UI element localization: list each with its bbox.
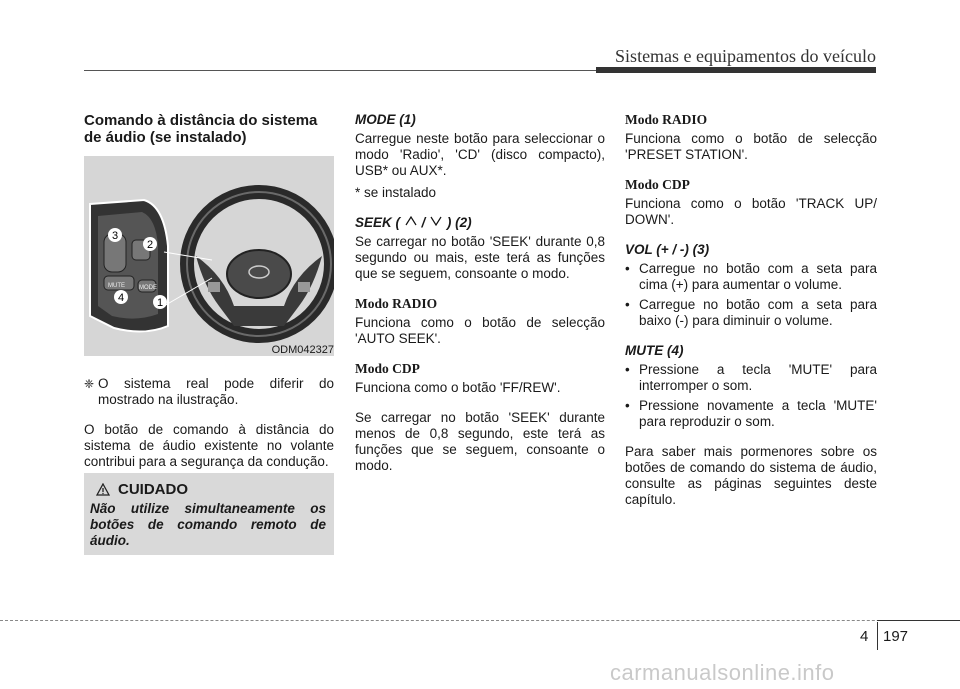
- closing-text: Para saber mais pormenores sobre os botões de comando do sistema de áudio, consulte as páginas seguintes deste capítulo.: [625, 444, 877, 507]
- radio-mode-heading: Modo RADIO: [355, 296, 438, 311]
- callout-4: 4: [117, 292, 125, 304]
- caution-title: CUIDADO: [118, 481, 188, 498]
- seek-title: [355, 215, 605, 231]
- page-number-separator: [877, 622, 878, 650]
- watermark: carmanualsonline.info: [610, 660, 835, 685]
- radio-mode-text: Funciona como o botão de selecção 'AUTO SEEK'.: [355, 315, 605, 346]
- seek-short-text: Se carregar no botão 'SEEK' durante menos de 0,8 segundo, este terá as funções que se seguem, consoante o modo.: [355, 410, 605, 473]
- steering-wheel-illustration: [84, 156, 334, 356]
- cdp-mode-text: Funciona como o botão 'FF/REW'.: [355, 380, 561, 395]
- cdp-mode-text-2: Funciona como o botão 'TRACK UP/ DOWN'.: [625, 196, 877, 227]
- column-right: [625, 112, 877, 508]
- cdp-mode-heading-2: Modo CDP: [625, 177, 690, 192]
- figure-code: ODM042327: [271, 344, 334, 356]
- chapter-number: 4: [860, 628, 869, 645]
- seek-title-post: ) (2): [446, 215, 472, 230]
- note-mark: ❈: [84, 377, 95, 391]
- list-item: • Carregue no botão com a seta para cima (+) para aumentar o volume.: [625, 261, 877, 293]
- vol-list: [625, 261, 877, 329]
- column-middle: [355, 112, 605, 474]
- callout-2: 2: [146, 239, 154, 251]
- seek-title-mid: /: [421, 215, 426, 230]
- note: [84, 376, 334, 408]
- seek-title-pre: SEEK (: [355, 215, 401, 230]
- footer-rule-solid: [877, 620, 960, 621]
- section-header-title: Sistemas e equipamentos do veículo: [615, 46, 876, 66]
- list-item: • Pressione a tecla 'MUTE' para interromper o som.: [625, 362, 877, 394]
- mute-button-label: MUTE: [108, 283, 125, 289]
- radio-mode-heading-2: Modo RADIO: [625, 112, 708, 127]
- mode-title: MODE (1): [355, 112, 416, 127]
- footer-rule: [0, 620, 960, 621]
- note-text: O sistema real pode diferir do mostrado na ilustração.: [98, 376, 334, 407]
- caution-text: Não utilize simultaneamente os botões de comando remoto de áudio.: [90, 501, 326, 548]
- callout-3: 3: [111, 230, 119, 242]
- callout-1: 1: [156, 297, 164, 309]
- up-arrow-icon: [404, 215, 418, 227]
- seek-text: Se carregar no botão 'SEEK' durante 0,8 segundo ou mais, este terá as funções que se seguem, consoante o modo.: [355, 234, 605, 281]
- footnote: * se instalado: [355, 185, 437, 200]
- page-number-value: 197: [883, 628, 909, 645]
- caution-box: [84, 473, 334, 555]
- mute-list: [625, 362, 877, 430]
- warning-triangle-icon: [96, 483, 110, 496]
- down-arrow-icon: [429, 215, 443, 227]
- column-left: [84, 112, 334, 470]
- intro-text: O botão de comando à distância do sistema de áudio existente no volante contribui para a segurança da condução.: [84, 422, 334, 469]
- list-item: • Carregue no botão com a seta para baixo (-) para diminuir o volume.: [625, 297, 877, 329]
- section-heading: Comando à distância do sistema de áudio (se instalado): [84, 112, 318, 146]
- list-item: • Pressione novamente a tecla 'MUTE' para reproduzir o som.: [625, 398, 877, 430]
- mode-text: Carregue neste botão para seleccionar o modo 'Radio', 'CD' (disco compacto), USB* ou AUX*.: [355, 131, 605, 178]
- vol-title: VOL (+ / -) (3): [625, 242, 710, 257]
- steering-wheel-figure: [84, 156, 334, 356]
- header-bar: [596, 67, 876, 73]
- mode-button-label: MODE: [139, 285, 157, 291]
- radio-mode-text-2: Funciona como o botão de selecção 'PRESET STATION'.: [625, 131, 877, 162]
- mute-title: MUTE (4): [625, 343, 684, 358]
- cdp-mode-heading: Modo CDP: [355, 361, 420, 376]
